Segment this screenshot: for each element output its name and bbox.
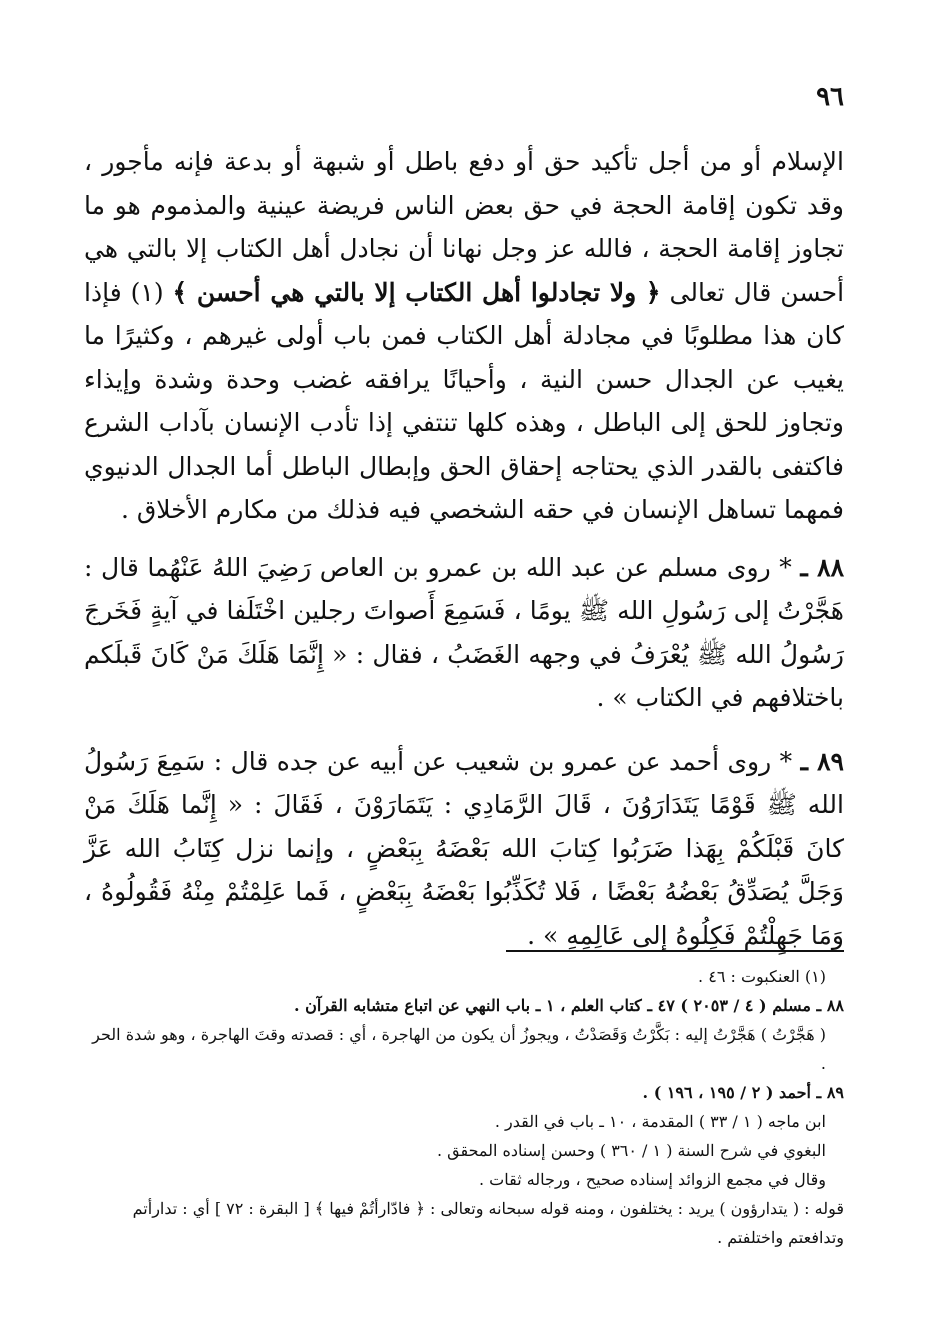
page-number: ٩٦ xyxy=(816,82,844,112)
hadith-89-number: ٨٩ ـ xyxy=(800,746,844,776)
hadith-88-text: * روى مسلم عن عبد الله بن عمرو بن العاص رَضِيَ اللهُ عَنْهُما قال : هَجَّرْتُ إلى رَسُولِ الله ﷺ يومًا ، فَسَمِعَ أَصواتَ رجلين اخْتَلَفا في آيةٍ فَخَرجَ رَسُولُ الله ﷺ يُعْرَفُ في وجهه الغَضَبُ ، فقال : « إِنَّمَا هَلَكَ مَنْ كَانَ قَبلَكم باختلافهم في الكتاب » . xyxy=(84,552,844,712)
footnote-89-ibn-majah: ابن ماجه ( ١ / ٣٣ ) المقدمة ، ١٠ ـ باب في القدر . xyxy=(494,1112,826,1131)
footnote-89-majma: وقال في مجمع الزوائد إسناده صحيح ، ورجاله ثقات . xyxy=(478,1170,826,1189)
footnote-89-gloss: قوله : ( يتدارؤون ) يريد : يختلفون ، ومنه قوله سبحانه وتعالى : ﴿ فادّارأتُمْ فيها ﴾ [ البقرة : ٧٢ ] أي : تدارأتم وتدافعتم واختلفتم . xyxy=(132,1199,844,1247)
footnote-88-source: ٨٨ ـ مسلم ( ٤ / ٢٠٥٣ ) ٤٧ ـ كتاب العلم ، ١ ـ باب النهي عن اتباع متشابه القرآن . xyxy=(293,996,844,1015)
hadith-89 xyxy=(84,740,844,958)
paragraph-1 xyxy=(84,140,844,532)
quran-verse: ﴿ ولا تجادلوا أهل الكتاب إلا بالتي هي أحسن ﴾ xyxy=(172,277,661,307)
hadith-88-number: ٨٨ ـ xyxy=(800,552,844,582)
footnote-89-baghawi: البغوي في شرح السنة ( ١ / ٣٦٠ ) وحسن إسناده المحقق . xyxy=(436,1141,826,1160)
paragraph-1-text: الإسلام أو من أجل تأكيد حق أو دفع باطل أو شبهة أو بدعة فإنه مأجور ، وقد تكون إقامة الحجة في حق بعض الناس فريضة عينية والمذموم هو ما تجاوز إقامة الحجة ، فالله عز وجل نهانا أن نجادل أهل الكتاب إلا بالتي هي أحسن قال تعالى xyxy=(84,147,845,307)
footnote-ref-1: (١) xyxy=(121,277,173,307)
hadith-89-text: * روى أحمد عن عمرو بن شعيب عن أبيه عن جده قال : سَمِعَ رَسُولُ الله ﷺ قَوْمًا يَتَدَارَوُنَ ، قَالَ الرَّمَادِي : يَتَمَارَوْنَ ، فَقَالَ : « إِنَّما هَلَكَ مَنْ كانَ قَبْلَكُمْ بِهَذا ضَرَبُوا كِتابَ الله بَعْضَهُ بِبَعْضٍ ، وإنما نزل كِتَابُ الله عَزَّ وَجَلَّ يُصَدِّقُ بَعْضُهُ بَعْضًا ، فَلا تُكَذِّبُوا بَعْضَهُ بِبَعْضٍ ، فَما عَلِمْتُمْ مِنْهُ فَقُولُوهُ ، وَمَا جَهِلْتُمْ فَكِلُوهُ إلى عَالِمِهِ » . xyxy=(84,746,844,950)
paragraph-1-continued: فإذا كان هذا مطلوبًا في مجادلة أهل الكتاب فمن باب أولى غيرهم ، وكثيرًا ما يغيب عن الجدال حسن النية ، وأحيانًا يرافقه غضب وحدة وشدة وإيذاء وتجاوز للحق إلى الباطل ، وهذه كلها تنتفي إذا تأدب الإنسان بآداب الشرع فاكتفى بالقدر الذي يحتاجه إحقاق الحق وإبطال الباطل أما الجدال الدنيوي فمهما تساهل الإنسان في حقه الشخصي فيه فذلك من مكارم الأخلاق . xyxy=(84,277,844,524)
footnote-separator xyxy=(506,950,844,952)
footnote-88-gloss: ( هَجَّرْتُ ) هَجَّرْتُ إليه : بَكَّرْتُ وَقَصَدْتُ ، ويجوزُ أن يكون من الهاجرة ، أي : قصدته وقتَ الهاجرة ، وهو شدة الحر . xyxy=(92,1025,826,1073)
footnote-1: (١) العنكبوت : ٤٦ . xyxy=(698,967,826,986)
footnote-89-source: ٨٩ ـ أحمد ( ٢ / ١٩٥ ، ١٩٦ ) . xyxy=(642,1083,844,1102)
hadith-88 xyxy=(84,546,844,720)
main-text xyxy=(84,140,844,977)
footnotes xyxy=(84,962,844,1252)
